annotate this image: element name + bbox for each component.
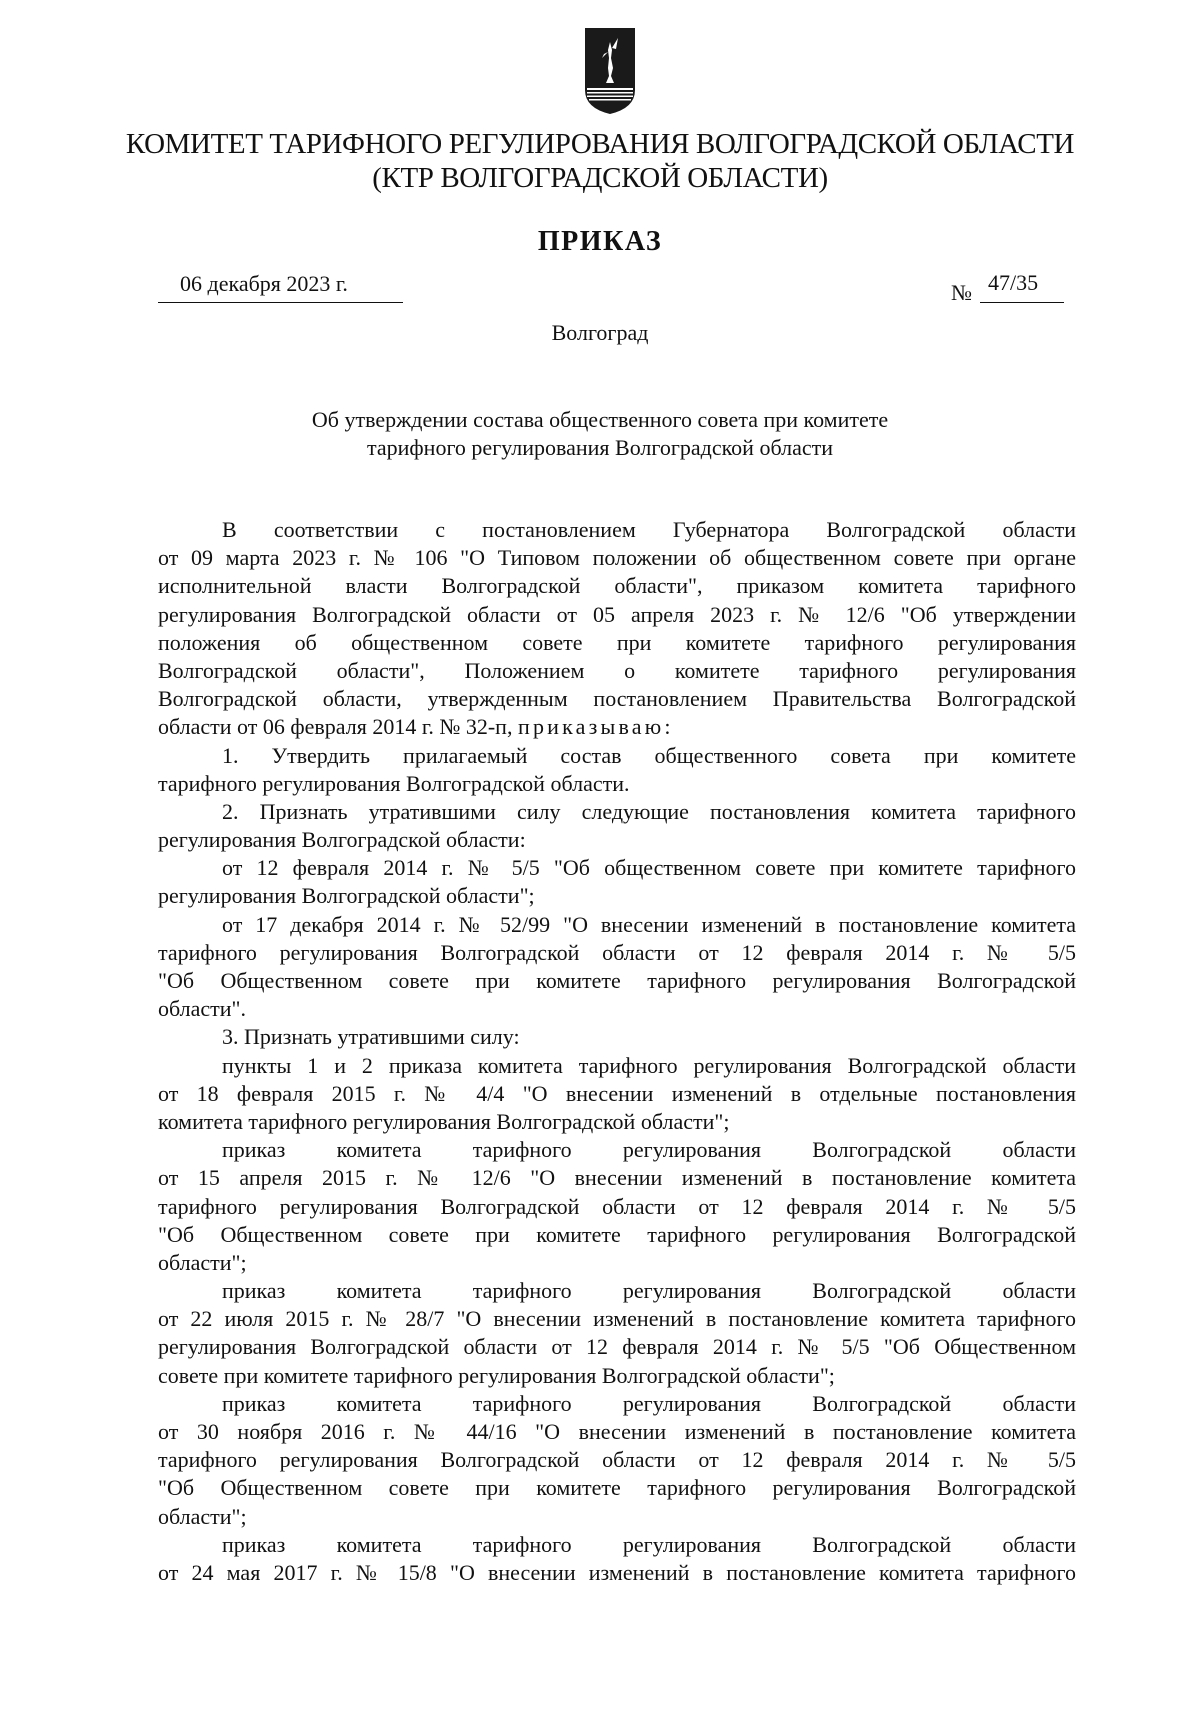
body-line: исполнительной власти Волгоградской области", приказом комитета тарифного <box>158 573 1076 599</box>
body-line: области"; <box>158 1249 247 1275</box>
body-line-text: области от 06 февраля 2014 г. № 32-п, <box>158 714 513 740</box>
body-line: пункты 1 и 2 приказа комитета тарифного регулирования Волгоградской области <box>222 1052 1076 1078</box>
document-subject-line: тарифного регулирования Волгоградской области <box>367 435 833 460</box>
body-line: 3. Признать утратившими силу: <box>222 1024 520 1050</box>
body-line: приказ комитета тарифного регулирования Волгоградской области <box>222 1531 1076 1557</box>
body-line: регулирования Волгоградской области от 05 апреля 2023 г. № 12/6 "Об утверждении <box>158 601 1076 627</box>
organization-short-name: (КТР ВОЛГОГРАДСКОЙ ОБЛАСТИ) <box>372 162 828 194</box>
document-type-title: ПРИКАЗ <box>537 226 663 257</box>
body-line: совете при комитете тарифного регулирования Волгоградской области"; <box>158 1362 835 1388</box>
document-number-field <box>980 270 1064 303</box>
organization-name: КОМИТЕТ ТАРИФНОГО РЕГУЛИРОВАНИЯ ВОЛГОГРАДСКОЙ ОБЛАСТИ <box>125 128 1075 160</box>
body-line: от 15 апреля 2015 г. № 12/6 "О внесении изменений в постановление комитета <box>158 1165 1076 1191</box>
coat-of-arms-emblem <box>585 28 635 114</box>
body-line: регулирования Волгоградской области: <box>158 827 526 853</box>
body-line: от 12 февраля 2014 г. № 5/5 "Об общественном совете при комитете тарифного <box>222 855 1076 881</box>
document-body <box>158 516 1076 1587</box>
body-line: регулирования Волгоградской области"; <box>158 883 535 909</box>
body-line: положения об общественном совете при комитете тарифного регулирования <box>158 629 1076 655</box>
body-line: тарифного регулирования Волгоградской области от 12 февраля 2014 г. № 5/5 <box>158 939 1076 965</box>
body-line: "Об Общественном совете при комитете тарифного регулирования Волгоградской <box>158 1221 1076 1247</box>
body-line: приказ комитета тарифного регулирования Волгоградской области <box>222 1278 1076 1304</box>
body-line: приказ комитета тарифного регулирования Волгоградской области <box>222 1390 1076 1416</box>
body-line: от 18 февраля 2015 г. № 4/4 "О внесении изменений в отдельные постановления <box>158 1080 1076 1106</box>
body-line: Волгоградской области", Положением о комитете тарифного регулирования <box>158 657 1076 683</box>
body-line: области". <box>158 996 247 1022</box>
body-line: от 09 марта 2023 г. № 106 "О Типовом положении об общественном совете при органе <box>158 545 1076 571</box>
body-line: области"; <box>158 1503 247 1529</box>
body-line: тарифного регулирования Волгоградской области. <box>158 770 630 796</box>
body-line: от 24 мая 2017 г. № 15/8 "О внесении изменений в постановление комитета тарифного <box>158 1559 1076 1585</box>
order-word: приказываю: <box>517 714 674 740</box>
body-line: от 22 июля 2015 г. № 28/7 "О внесении изменений в постановление комитета тарифного <box>158 1306 1076 1332</box>
body-line: от 30 ноября 2016 г. № 44/16 "О внесении изменений в постановление комитета <box>158 1419 1076 1444</box>
body-line: Волгоградской области, утвержденным постановлением Правительства Волгоградской <box>158 686 1076 712</box>
body-line: 2. Признать утратившими силу следующие постановления комитета тарифного <box>222 798 1076 824</box>
body-line: "Об Общественном совете при комитете тарифного регулирования Волгоградской <box>158 1475 1076 1501</box>
body-line: тарифного регулирования Волгоградской области от 12 февраля 2014 г. № 5/5 <box>158 1447 1076 1473</box>
body-line: от 17 декабря 2014 г. № 52/99 "О внесении изменений в постановление комитета <box>222 911 1076 937</box>
document-subject-line: Об утверждении состава общественного совета при комитете <box>311 407 889 432</box>
body-line: приказ комитета тарифного регулирования Волгоградской области <box>222 1137 1076 1163</box>
body-line: 1. Утвердить прилагаемый состав общественного совета при комитете <box>222 742 1076 768</box>
document-number: 47/35 <box>988 270 1039 295</box>
body-line: тарифного регулирования Волгоградской области от 12 февраля 2014 г. № 5/5 <box>158 1193 1076 1219</box>
body-line: регулирования Волгоградской области от 12 февраля 2014 г. № 5/5 "Об Общественном <box>158 1334 1076 1360</box>
body-line: "Об Общественном совете при комитете тарифного регулирования Волгоградской <box>158 968 1076 993</box>
document-city: Волгоград <box>551 320 649 345</box>
number-sign: № <box>951 280 972 305</box>
body-line <box>158 713 1076 741</box>
body-line: В соответствии с постановлением Губернатора Волгоградской области <box>222 517 1076 542</box>
body-line: комитета тарифного регулирования Волгоградской области"; <box>158 1108 730 1134</box>
document-date-field <box>158 270 403 303</box>
document-date: 06 декабря 2023 г. <box>180 271 348 296</box>
